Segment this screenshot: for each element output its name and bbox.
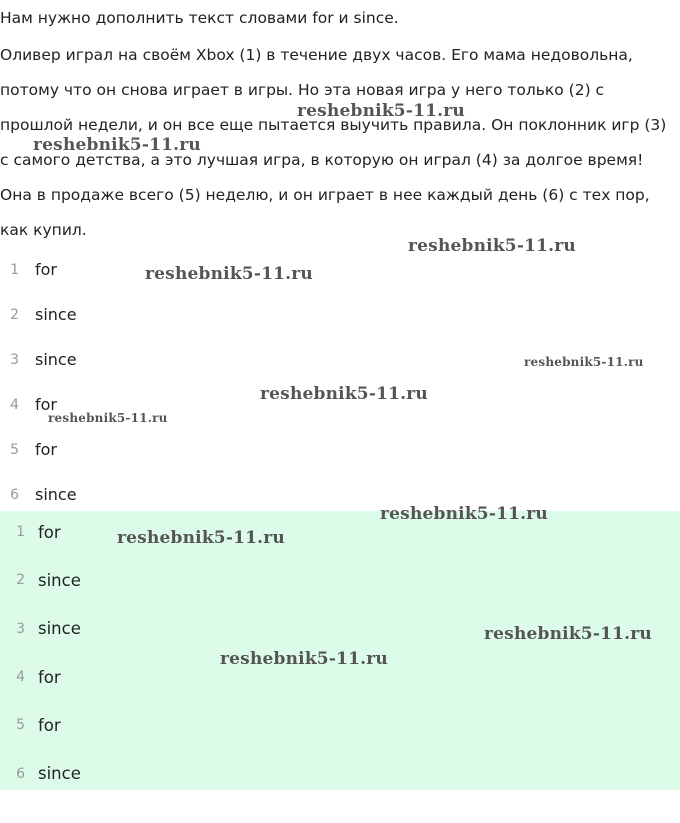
item-number: 3	[16, 620, 25, 637]
item-number: 2	[10, 306, 19, 323]
item-answer: since	[35, 485, 77, 504]
item-answer: for	[35, 440, 57, 459]
watermark: reshebnik5-11.ru	[33, 135, 201, 155]
item-answer: for	[35, 395, 57, 414]
list-item	[0, 292, 680, 337]
item-answer: for	[38, 522, 61, 542]
watermark: reshebnik5-11.ru	[484, 624, 652, 644]
watermark: reshebnik5-11.ru	[297, 101, 465, 121]
item-number: 6	[10, 486, 19, 503]
list-item	[0, 247, 680, 292]
watermark: reshebnik5-11.ru	[117, 528, 285, 548]
task-text: Оливер играл на своём Xbox (1) в течение двух часов. Его мама недовольна, потому что он снова играет в игры. Но эта новая игра у него только (2) с прошлой недели, и он все еще пытается выучить правила. Он поклонник игр (3) с самого детства, а это лучшая игра, в которую он играл (4) за долгое время! Она в продаже всего (5) неделю, и он играет в нее каждый день (6) с тех пор, как купил.	[0, 46, 667, 239]
item-number: 4	[16, 669, 25, 686]
item-number: 2	[16, 572, 25, 589]
item-number: 1	[16, 524, 25, 541]
item-answer: since	[38, 764, 81, 784]
item-number: 6	[16, 765, 25, 782]
watermark: reshebnik5-11.ru	[380, 504, 548, 524]
watermark: reshebnik5-11.ru	[524, 355, 644, 369]
item-answer: for	[38, 715, 61, 735]
item-number: 5	[10, 441, 19, 458]
item-answer: for	[38, 667, 61, 687]
watermark: reshebnik5-11.ru	[408, 236, 576, 256]
item-answer: for	[35, 260, 57, 279]
item-answer: since	[38, 570, 81, 590]
item-number: 1	[10, 261, 19, 278]
watermark: reshebnik5-11.ru	[145, 264, 313, 284]
task-intro: Нам нужно дополнить текст словами for и since.	[0, 9, 399, 27]
list-item	[0, 427, 680, 472]
list-item	[0, 749, 680, 797]
answer-list	[0, 247, 680, 517]
item-number: 5	[16, 717, 25, 734]
item-answer: since	[35, 350, 77, 369]
watermark: reshebnik5-11.ru	[220, 649, 388, 669]
watermark: reshebnik5-11.ru	[48, 411, 168, 425]
list-item	[0, 701, 680, 749]
item-answer: since	[35, 305, 77, 324]
list-item	[0, 508, 680, 556]
item-number: 4	[10, 396, 19, 413]
list-item	[0, 556, 680, 604]
item-answer: since	[38, 619, 81, 639]
watermark: reshebnik5-11.ru	[260, 384, 428, 404]
item-number: 3	[10, 351, 19, 368]
